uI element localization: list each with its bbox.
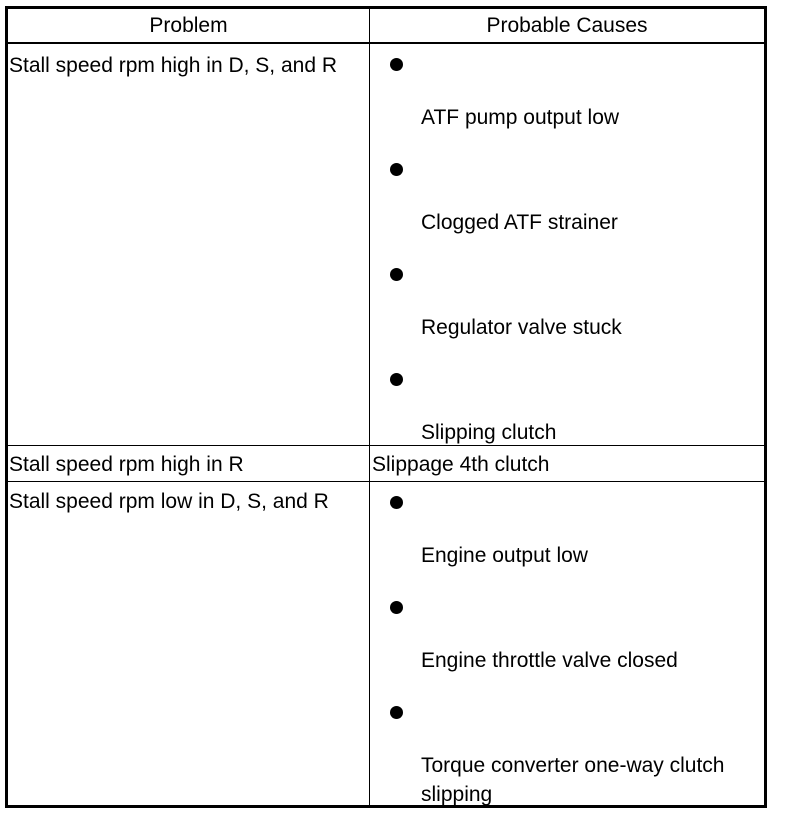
cause-item: ATF pump output low [421,106,620,129]
problem-cell: Stall speed rpm high in R [9,453,244,476]
bullet-icon [390,373,403,386]
cause-item: Regulator valve stuck [421,316,622,339]
column-divider [369,9,370,805]
troubleshooting-table [5,6,767,808]
bullet-icon [390,496,403,509]
cause-item: Clogged ATF strainer [421,211,618,234]
problem-cell: Stall speed rpm low in D, S, and R [9,490,329,513]
bullet-icon [390,58,403,71]
header-problem: Problem [149,14,228,37]
row-divider [8,481,764,482]
bullet-icon [390,601,403,614]
header-probable-causes: Probable Causes [486,14,648,37]
cause-item: Slipping clutch [421,421,557,444]
cause-item: Torque converter one-way clutch slipping [421,754,725,806]
bullet-icon [390,268,403,281]
cause-item: Engine throttle valve closed [421,649,678,672]
bullet-icon [390,706,403,719]
header-divider [8,42,764,44]
cause-item: Engine output low [421,544,588,567]
cause-item: Slippage 4th clutch [372,453,550,476]
bullet-icon [390,163,403,176]
problem-cell: Stall speed rpm high in D, S, and R [9,54,338,77]
